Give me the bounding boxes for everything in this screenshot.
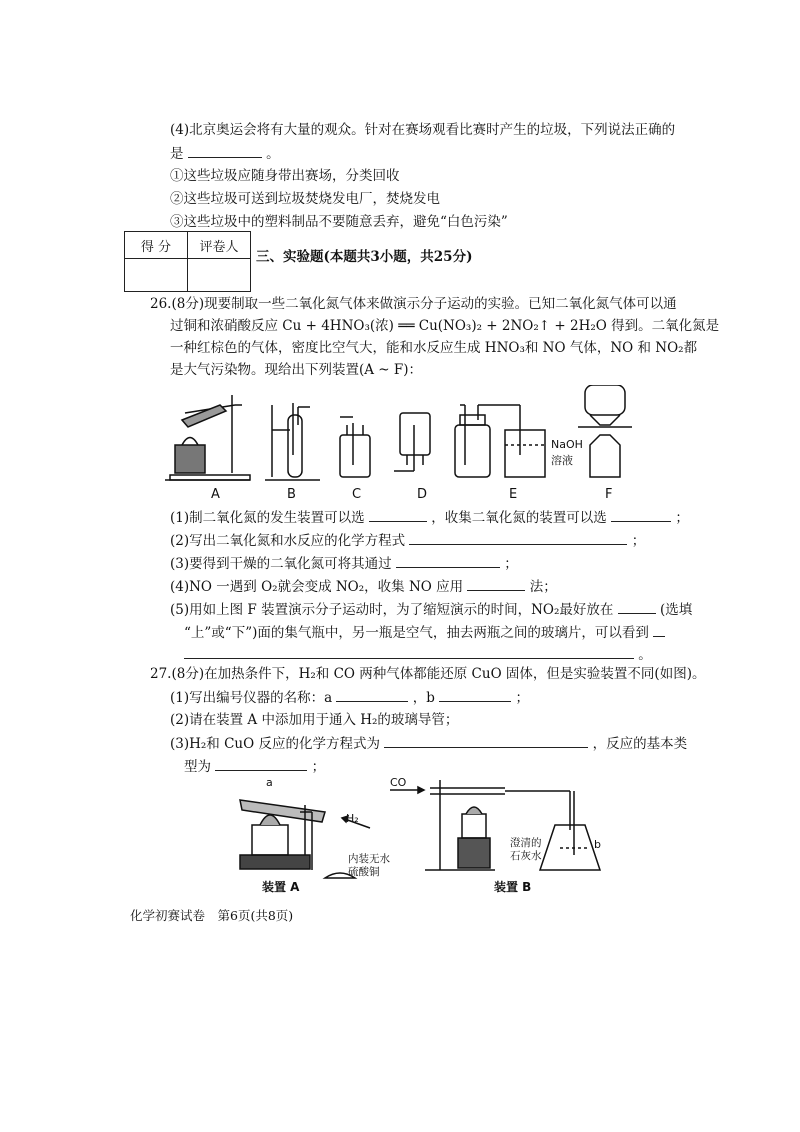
q26-sub3-end: ； xyxy=(504,556,518,572)
apparatus-label-e: E xyxy=(509,487,518,502)
apparatus-label-c: C xyxy=(352,487,362,502)
device-b xyxy=(390,780,600,870)
q26-sub5-line2 xyxy=(184,622,665,643)
q27-sub3-line2-end: ； xyxy=(311,759,326,775)
q26-sub1-text-c: ； xyxy=(675,510,689,526)
q26-sub1-text-b: ，收集二氧化氮的装置可以选 xyxy=(431,510,607,526)
q26-sub4-blank[interactable] xyxy=(467,576,525,591)
q26-sub5-end: 。 xyxy=(638,647,652,663)
q25-answer-blank[interactable] xyxy=(188,143,262,158)
q26-sub5-line3 xyxy=(184,644,652,665)
q27-sub1-text-b: ，b xyxy=(412,690,435,706)
q26-sub5-text-b: (选填 xyxy=(659,602,693,618)
q26-intro-line4: 是大气污染物。现给出下列装置(A ~ F)： xyxy=(170,362,423,378)
q26-sub5-blank-2[interactable] xyxy=(653,622,665,637)
device-figure xyxy=(230,770,650,890)
q25-option-3: ③这些垃圾中的塑料制品不要随意丢弃，避免“白色污染” xyxy=(170,214,508,230)
fig-label-cuso4-1: 内装无水 xyxy=(348,853,390,865)
q25-part4-prefix: 是 xyxy=(170,146,184,162)
apparatus-d xyxy=(394,413,430,471)
fig-label-limewater-2: 石灰水 xyxy=(510,850,542,862)
q26-sub5-text-line2: “上”或“下”)面的集气瓶中，另一瓶是空气，抽去两瓶之间的玻璃片，可以看到 xyxy=(184,625,649,641)
q26-sub1-text-a: (1)制二氧化氮的发生装置可以选 xyxy=(170,510,365,526)
q26-sub2 xyxy=(170,530,645,551)
apparatus-label-a: A xyxy=(211,487,220,502)
q26-sub3-text: (3)要得到干燥的二氧化氮可将其通过 xyxy=(170,556,392,572)
apparatus-e xyxy=(455,405,545,477)
q26-sub4 xyxy=(170,576,557,597)
q25-part4-suffix: 。 xyxy=(266,146,280,162)
q27-sub1-text-a: (1)写出编号仪器的名称：a xyxy=(170,690,333,706)
apparatus-label-f: F xyxy=(605,487,613,502)
q26-sub5-text-a: (5)用如上图 F 装置演示分子运动时，为了缩短演示的时间，NO₂最好放在 xyxy=(170,602,614,618)
device-b-label: 装置 B xyxy=(494,880,532,894)
q26-intro-line1: 26.(8分)现要制取一些二氧化氮气体来做演示分子运动的实验。已知二氧化氮气体可以通 xyxy=(150,296,677,312)
q27-sub3-blank-1[interactable] xyxy=(384,733,588,748)
q25-part4-line1: (4)北京奥运会将有大量的观众。针对在赛场观看比赛时产生的垃圾，下列说法正确的 xyxy=(170,122,676,138)
apparatus-f xyxy=(578,385,632,477)
q25-option-1: ①这些垃圾应随身带出赛场，分类回收 xyxy=(170,168,400,184)
score-table xyxy=(124,231,251,292)
q27-sub1-text-c: ； xyxy=(515,690,530,706)
q27-intro: 27.(8分)在加热条件下，H₂和 CO 两种气体都能还原 CuO 固体，但是实验装置不同(如图)。 xyxy=(150,666,706,682)
q27-sub3-line1 xyxy=(170,733,687,754)
fig-label-co: CO xyxy=(390,776,407,789)
q25-option-2: ②这些垃圾可送到垃圾焚烧发电厂，焚烧发电 xyxy=(170,191,440,207)
q26-sub2-text: (2)写出二氧化氮和水反应的化学方程式 xyxy=(170,533,406,549)
q27-sub1 xyxy=(170,687,529,708)
apparatus-a-f-figure xyxy=(160,385,640,485)
apparatus-label-d: D xyxy=(417,487,428,502)
fig-label-cuso4-2: 硫酸铜 xyxy=(348,866,380,878)
fig-label-limewater-1: 澄清的 xyxy=(510,837,542,849)
naoh-label-1: NaOH xyxy=(551,438,583,451)
q26-sub1 xyxy=(170,507,689,528)
device-a-label: 装置 A xyxy=(262,880,300,894)
grader-cell[interactable] xyxy=(188,259,251,292)
q27-sub3-text-b: ，反应的基本类 xyxy=(592,736,688,752)
q26-sub5-blank-1[interactable] xyxy=(618,599,656,614)
score-cell[interactable] xyxy=(125,259,188,292)
q27-sub3-blank-2[interactable] xyxy=(215,756,307,771)
q26-sub1-blank-1[interactable] xyxy=(369,507,427,522)
q26-sub3-blank[interactable] xyxy=(396,553,500,568)
page-footer: 化学初赛试卷 第6页(共8页) xyxy=(130,908,294,923)
apparatus-b xyxy=(265,403,320,480)
apparatus-a xyxy=(165,395,250,480)
q27-sub3-text-a: (3)H₂和 CuO 反应的化学方程式为 xyxy=(170,736,380,752)
naoh-label-2: 溶液 xyxy=(551,454,573,467)
fig-label-a: a xyxy=(266,776,273,789)
q26-sub1-blank-2[interactable] xyxy=(611,507,671,522)
section3-title: 三、实验题(本题共3小题，共25分) xyxy=(256,249,473,265)
q26-intro-line3: 一种红棕色的气体，密度比空气大，能和水反应生成 HNO₃和 NO 气体，NO 和 NO₂都 xyxy=(170,340,698,356)
q27-sub1-blank-a[interactable] xyxy=(336,687,408,702)
apparatus-label-b: B xyxy=(287,487,296,502)
q27-sub3-line2-prefix: 型为 xyxy=(184,759,211,775)
grader-header: 评卷人 xyxy=(188,232,251,259)
q26-intro-line2: 过铜和浓硝酸反应 Cu + 4HNO₃(浓) ══ Cu(NO₃)₂ + 2NO₂↑ + 2H₂O 得到。二氧化氮是 xyxy=(170,318,720,334)
apparatus-c xyxy=(340,417,370,477)
q26-sub5-blank-3[interactable] xyxy=(184,644,634,659)
q26-sub2-end: ； xyxy=(631,533,646,549)
score-header: 得 分 xyxy=(125,232,188,259)
fig-label-h2: H₂ xyxy=(346,812,359,825)
fig-label-b: b xyxy=(594,838,601,851)
q27-sub2: (2)请在装置 A 中添加用于通入 H₂的玻璃导管； xyxy=(170,712,459,728)
q26-sub4-text-a: (4)NO 一遇到 O₂就会变成 NO₂，收集 NO 应用 xyxy=(170,579,464,595)
q27-sub1-blank-b[interactable] xyxy=(439,687,511,702)
q26-sub4-text-b: 法； xyxy=(529,579,557,595)
q25-part4-line2 xyxy=(170,143,280,164)
q26-sub3 xyxy=(170,553,518,574)
q26-sub2-blank[interactable] xyxy=(409,530,627,545)
q26-sub5-line1 xyxy=(170,599,692,620)
